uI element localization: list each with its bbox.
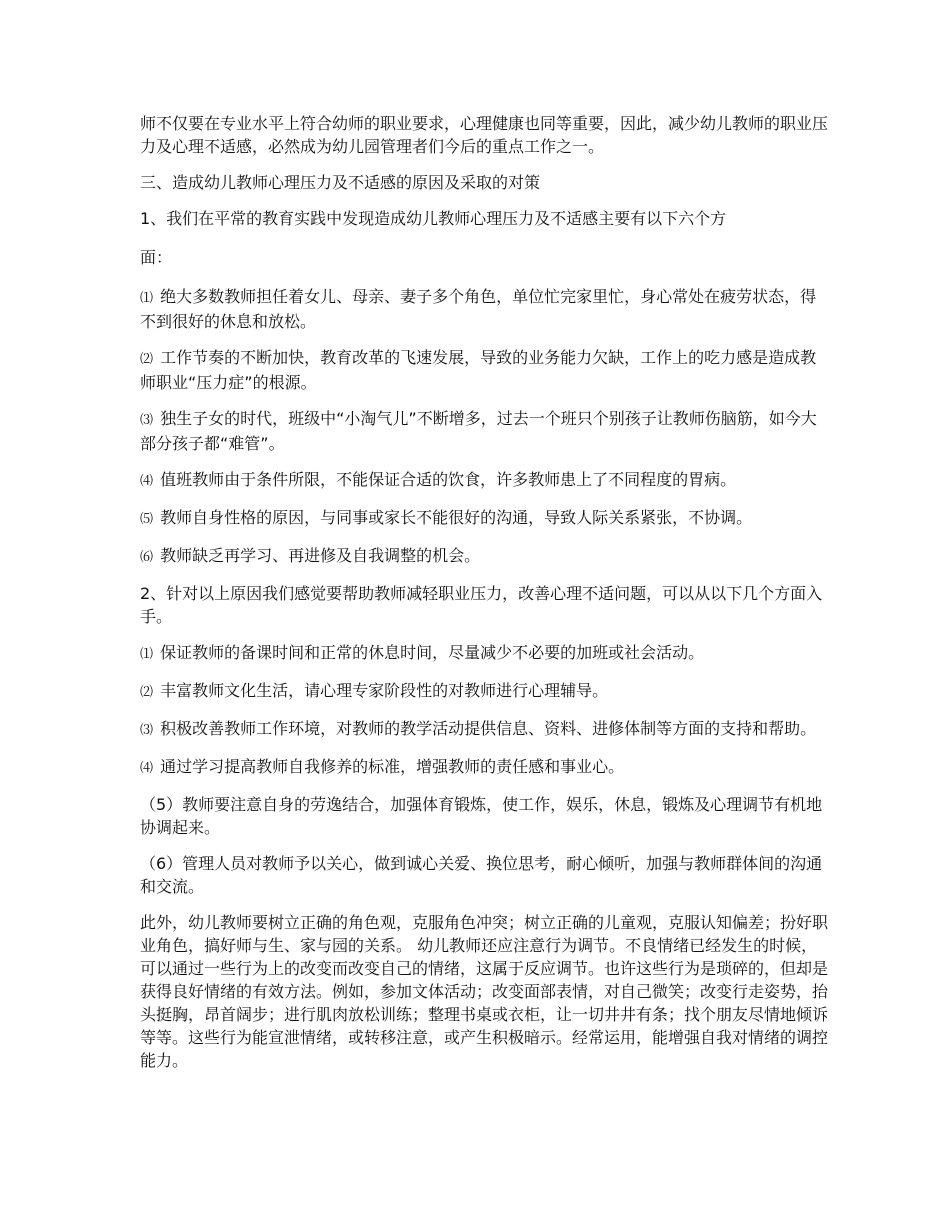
list-marker: ⑵ (140, 685, 154, 700)
list-item-text: 值班教师由于条件所限，不能保证合适的饮食，许多教师患上了不同程度的胃病。 (160, 470, 737, 489)
list-item-measure-1 (140, 641, 830, 666)
list-item-cause-3 (140, 407, 830, 455)
list-item-measure-2 (140, 679, 830, 704)
list-marker: ⑷ (140, 474, 154, 489)
list-item-text: 教师自身性格的原因，与同事或家长不能很好的沟通，导致人际关系紧张，不协调。 (160, 508, 753, 527)
list-item-text: （5）教师要注意自身的劳逸结合，加强体育锻炼，使工作，娱乐，休息，锻炼及心理调节有机地协调起来。 (140, 795, 823, 837)
paragraph-point-1 (140, 207, 830, 230)
list-item-text: 积极改善教师工作环境，对教师的教学活动提供信息、资料、进修体制等方面的支持和帮助。 (160, 719, 817, 738)
list-item-measure-3 (140, 717, 830, 742)
list-marker: ⑶ (140, 723, 154, 738)
paragraph-text: 师不仅要在专业水平上符合幼师的职业要求，心理健康也同等重要，因此，减少幼儿教师的职业压力及心理不适感，必然成为幼儿园管理者们今后的重点工作之一。 (140, 114, 829, 156)
section-heading (140, 171, 830, 194)
list-item-text: 通过学习提高教师自我修养的标准，增强教师的责任感和事业心。 (160, 757, 625, 776)
paragraph-text: 此外，幼儿教师要树立正确的角色观，克服角色冲突；树立正确的儿童观，克服认知偏差；扮好职业角色，搞好师与生、家与园的关系。 幼儿教师还应注意行为调节。不良情绪已经发生的时候，可以通过一些行为上的改变而改变自己的情绪，这属于反应调节。也许这些行为是琐碎的，但却是获得良好情绪的有效方法。例如，参加文体活动；改变面部表情，对自己微笑；改变行走姿势，抬头挺胸，昂首阔步；进行肌肉放松训练；整理书桌或衣柜，让一切井井有条；找个朋友尽情地倾诉等等。这些行为能宣泄情绪，或转移注意，或产生积极暗示。经常运用，能增强自我对情绪的调控能力。 (140, 913, 829, 1070)
list-item-text: 保证教师的备课时间和正常的休息时间，尽量减少不必要的加班或社会活动。 (160, 643, 705, 662)
list-item-cause-2 (140, 346, 830, 394)
list-marker: ⑶ (140, 413, 154, 428)
list-item-text: 独生子女的时代，班级中“小淘气儿”不断增多，过去一个班只个别孩子让教师伤脑筋，如今大部分孩子都“难管”。 (140, 409, 817, 453)
list-item-cause-4 (140, 468, 830, 493)
paragraph-text: 2、针对以上原因我们感觉要帮助教师减轻职业压力，改善心理不适问题，可以从以下几个方面入手。 (140, 584, 823, 626)
list-item-measure-5 (140, 793, 830, 839)
list-item-text: （6）管理人员对教师予以关心，做到诚心关爱、换位思考，耐心倾听，加强与教师群体间的沟通和交流。 (140, 854, 823, 896)
list-item-text: 绝大多数教师担任着女儿、母亲、妻子多个角色，单位忙完家里忙，身心常处在疲劳状态，得不到很好的休息和放松。 (140, 287, 817, 331)
list-item-text: 教师缺乏再学习、再进修及自我调整的机会。 (160, 546, 481, 565)
list-item-measure-6 (140, 852, 830, 898)
paragraph-point-2 (140, 582, 830, 628)
list-marker: ⑵ (140, 352, 154, 367)
paragraph-intro (140, 112, 830, 158)
paragraph-continuation (140, 246, 830, 269)
list-marker: ⑸ (140, 512, 154, 527)
paragraph-text: 面： (140, 248, 173, 267)
list-item-cause-6 (140, 544, 830, 569)
document-page (140, 112, 830, 1085)
list-item-measure-4 (140, 755, 830, 780)
paragraph-text: 1、我们在平常的教育实践中发现造成幼儿教师心理压力及不适感主要有以下六个方 (140, 209, 727, 228)
list-marker: ⑹ (140, 550, 154, 565)
list-marker: ⑷ (140, 761, 154, 776)
list-item-cause-1 (140, 285, 830, 333)
list-marker: ⑴ (140, 291, 154, 306)
paragraph-conclusion (140, 911, 830, 1072)
list-item-text: 丰富教师文化生活，请心理专家阶段性的对教师进行心理辅导。 (160, 681, 609, 700)
list-marker: ⑴ (140, 647, 154, 662)
paragraph-text: 三、造成幼儿教师心理压力及不适感的原因及采取的对策 (140, 173, 541, 192)
list-item-cause-5 (140, 506, 830, 531)
list-item-text: 工作节奏的不断加快，教育改革的飞速发展，导致的业务能力欠缺，工作上的吃力感是造成教师职业“压力症”的根源。 (140, 348, 817, 392)
